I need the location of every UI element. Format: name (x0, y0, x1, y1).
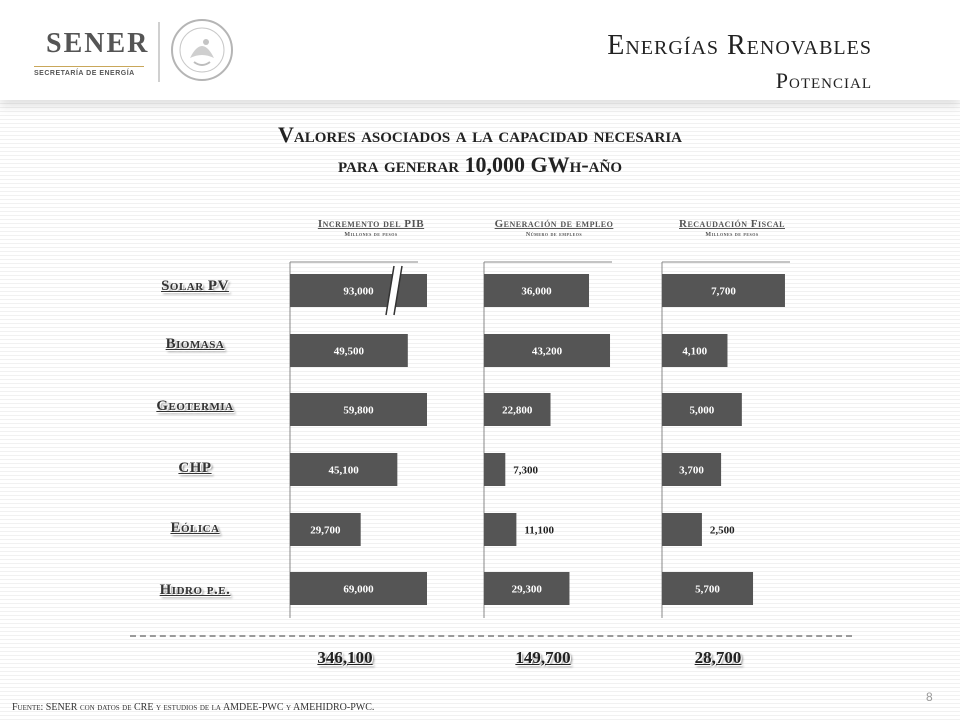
category-label-eolica: Eólica (170, 520, 220, 536)
bar-label-fiscal-3: 3,700 (679, 464, 704, 477)
bar-label-fiscal-4: 2,500 (709, 524, 735, 537)
bar-label-empleo-4: 11,100 (524, 524, 555, 537)
bar-label-fiscal-2: 5,000 (689, 404, 715, 417)
column-unit-pib: Millones de pesos (344, 232, 398, 238)
total-pib: 346,100 (317, 648, 373, 667)
chart-heading-line2: para generar 10,000 GWh-año (338, 152, 622, 177)
bar-label-fiscal-1: 4,100 (682, 345, 708, 358)
bar-label-pib-5: 69,000 (343, 583, 374, 596)
category-label-biomasa: Biomasa (165, 336, 225, 352)
logo-text: SENER (46, 28, 150, 59)
bar-label-empleo-1: 43,200 (531, 345, 563, 358)
bar-empleo-4 (484, 513, 516, 546)
page-title: Energías Renovables (607, 30, 872, 61)
bar-fiscal-4 (662, 513, 702, 546)
bar-label-pib-0: 93,000 (343, 285, 374, 298)
bar-label-fiscal-0: 7,700 (711, 285, 736, 298)
axis-break-gap (390, 266, 398, 315)
bar-label-pib-1: 49,500 (333, 345, 365, 358)
source-note: Fuente: SENER con datos de CRE y estudios de la AMDEE-PWC y AMEHIDRO-PWC. (12, 702, 375, 713)
bar-label-pib-3: 45,100 (328, 464, 359, 477)
bar-label-empleo-2: 22,800 (502, 404, 533, 417)
bar-empleo-3 (484, 453, 505, 486)
page-number: 8 (926, 690, 933, 704)
category-label-hidro: Hidro p.e. (159, 582, 231, 598)
bar-label-pib-2: 59,800 (343, 404, 374, 417)
column-unit-empleo: Número de empleos (525, 232, 583, 238)
category-label-solar-pv: Solar PV (161, 278, 229, 294)
totals-divider (130, 635, 852, 637)
logo-subtitle: SECRETARÍA DE ENERGÍA (34, 70, 135, 77)
column-title-empleo: Generación de empleo (494, 218, 614, 230)
category-label-chp: CHP (178, 460, 212, 476)
bar-label-empleo-5: 29,300 (511, 583, 542, 596)
bar-label-pib-4: 29,700 (310, 524, 341, 537)
bar-label-empleo-0: 36,000 (521, 285, 552, 298)
column-unit-fiscal: Millones de pesos (705, 232, 759, 238)
page-subtitle: Potencial (775, 68, 872, 93)
bar-label-empleo-3: 7,300 (513, 464, 539, 477)
bar-label-fiscal-5: 5,700 (695, 583, 720, 596)
total-empleo: 149,700 (515, 648, 571, 667)
column-title-pib: Incremento del PIB (317, 218, 425, 230)
total-fiscal: 28,700 (694, 648, 742, 667)
category-label-geotermia: Geotermia (156, 398, 234, 414)
column-title-fiscal: Recaudación Fiscal (679, 218, 785, 230)
chart-heading-line1: Valores asociados a la capacidad necesaria (278, 122, 682, 147)
